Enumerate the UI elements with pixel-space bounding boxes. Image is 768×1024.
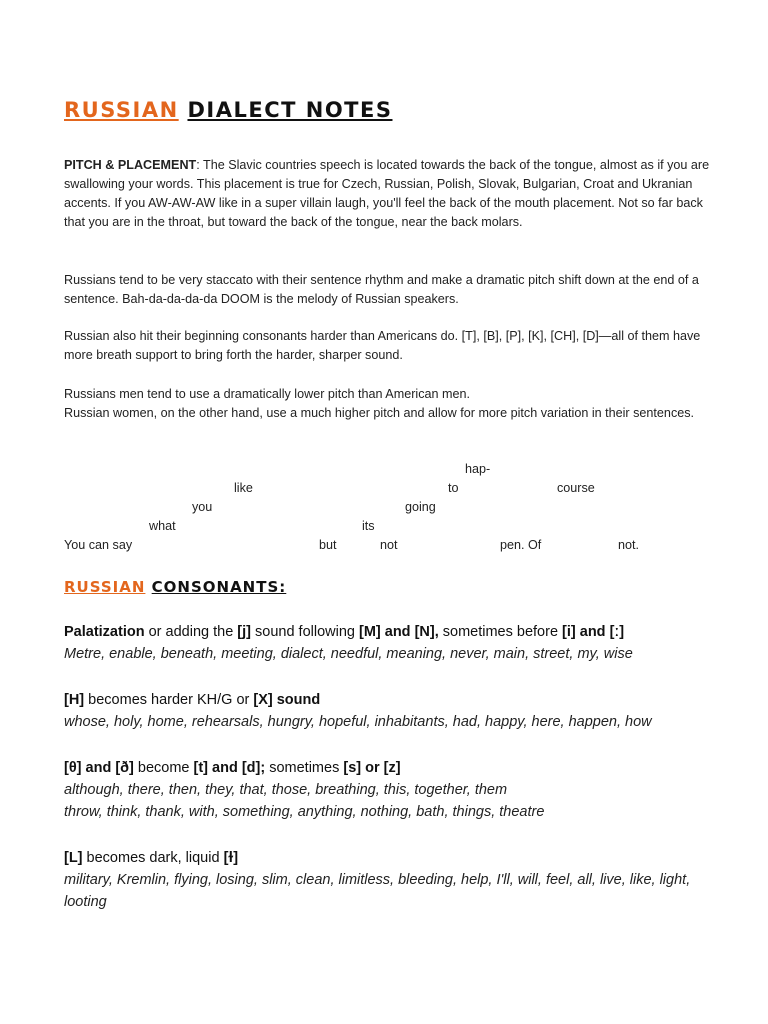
- consonants-heading-rest: CONSONANTS:: [151, 578, 287, 596]
- consonants-intro-paragraph: Russian also hit their beginning consonants harder than Americans do. [T], [B], [P], [K], [CH], [D]—all of them have more breath support to bring forth the harder, sharper sound.: [64, 329, 701, 362]
- rhythm-paragraph: Russians tend to be very staccato with their sentence rhythm and make a dramatic pitch shift down at the end of a sentence. Bah-da-da-da-da DOOM is the melody of Russian speakers.: [64, 273, 699, 306]
- melody-word: like: [234, 481, 253, 495]
- rule-text: sometimes: [265, 760, 344, 776]
- melody-word: but: [319, 538, 337, 552]
- pitch-placement-text: : The Slavic countries speech is located towards the back of the tongue, almost as if you are swallowing your words. This placement is true for Czech, Russian, Polish, Slovak, Bulgarian, Croat and Ukranian accents. If you AW-AW-AW like in a super villain laugh, you'll feel the back of the mouth placement. Not so far back that you are in the throat, but toward the back of the tongue, near the back molars.: [64, 158, 710, 229]
- consonant-rule-heading: [64, 847, 724, 869]
- melody-word: what: [149, 519, 176, 533]
- melody-word: its: [362, 519, 375, 533]
- consonant-rule-examples: throw, think, thank, with, something, anything, nothing, bath, things, theatre: [64, 804, 545, 820]
- rule-text: or adding the: [144, 624, 238, 640]
- consonant-rule-palatization: [64, 621, 724, 665]
- rule-term: [t] and [d];: [193, 760, 266, 776]
- rule-text: become: [133, 760, 194, 776]
- rule-term: [H]: [64, 692, 85, 708]
- rule-text: sometimes before: [438, 624, 563, 640]
- rule-text: becomes harder KH/G or: [84, 692, 254, 708]
- page-title: [64, 98, 392, 122]
- consonant-rule-heading: [64, 689, 724, 711]
- consonant-rule-heading: [64, 621, 724, 643]
- consonant-rule-examples: Metre, enable, beneath, meeting, dialect, needful, meaning, never, main, street, my, wise: [64, 646, 633, 662]
- melody-word: pen. Of: [500, 538, 542, 552]
- melody-word: you: [192, 500, 213, 514]
- melody-word: You can say: [64, 538, 133, 552]
- rule-term: Palatization: [64, 624, 145, 640]
- consonants-heading-accent: RUSSIAN: [64, 578, 146, 596]
- melody-word: going: [405, 500, 436, 514]
- rule-text: becomes dark, liquid: [82, 850, 224, 866]
- rule-term: [M] and [N],: [359, 624, 439, 640]
- melody-word: not.: [618, 538, 640, 552]
- pitch-women-line: Russian women, on the other hand, use a much higher pitch and allow for more pitch variation in their sentences.: [64, 406, 695, 420]
- pitch-placement-label: PITCH & PLACEMENT: [64, 158, 197, 172]
- consonant-rule-l: [64, 847, 724, 913]
- consonant-rule-heading: [64, 757, 724, 779]
- rule-term: [s] or [z]: [343, 760, 401, 776]
- consonant-rule-th: [64, 757, 724, 823]
- title-rest: DIALECT NOTES: [187, 98, 393, 122]
- rule-term: [θ] and [ð]: [64, 760, 134, 776]
- consonant-rule-examples: although, there, then, they, that, those, breathing, this, together, them: [64, 782, 508, 798]
- rule-term: [j]: [237, 624, 251, 640]
- pitch-placement-paragraph: [64, 156, 712, 232]
- rule-term: [L]: [64, 850, 83, 866]
- melody-word: hap-: [465, 462, 491, 476]
- rule-term: [X] sound: [253, 692, 321, 708]
- consonants-heading: [64, 578, 286, 596]
- title-accent: RUSSIAN: [64, 98, 179, 122]
- consonant-rule-examples: military, Kremlin, flying, losing, slim, clean, limitless, bleeding, help, I'll, will, feel, all, live, like, light, looting: [64, 872, 691, 910]
- pitch-men-line: Russians men tend to use a dramatically lower pitch than American men.: [64, 387, 470, 401]
- consonant-rule-h: [64, 689, 724, 733]
- pitch-gender-paragraph: [64, 385, 712, 423]
- melody-word: not: [380, 538, 398, 552]
- rule-term: [ɫ]: [223, 850, 239, 866]
- melody-word: to: [448, 481, 459, 495]
- melody-word: course: [557, 481, 595, 495]
- consonant-rule-examples: whose, holy, home, rehearsals, hungry, hopeful, inhabitants, had, happy, here, happen, how: [64, 714, 652, 730]
- rule-term: [i] and [ː]: [562, 624, 625, 640]
- rule-text: sound following: [250, 624, 359, 640]
